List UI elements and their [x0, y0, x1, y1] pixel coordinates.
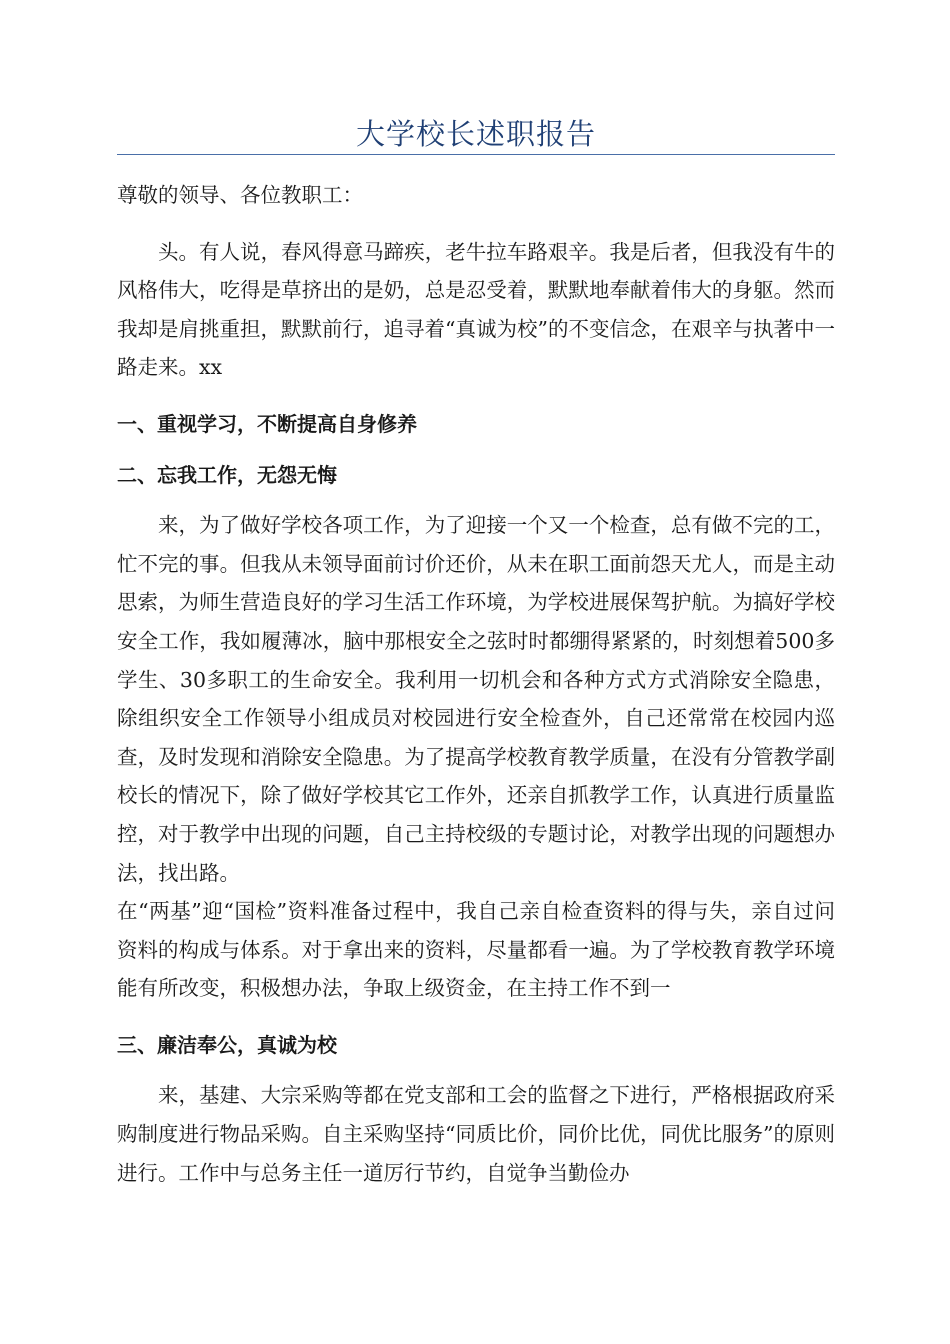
- section-2-paragraph-2: 在“两基”迎“国检”资料准备过程中，我自己亲自检查资料的得与失，亲自过问资料的构成与体系。对于拿出来的资料，尽量都看一遍。为了学校教育教学环境能有所改变，积极想办法，争取上级资金，在主持工作不到一: [117, 899, 835, 1001]
- title-underline: [117, 154, 835, 155]
- document-body: [117, 176, 835, 1192]
- section-2-paragraph-1: 来，为了做好学校各项工作，为了迎接一个又一个检查，总有做不完的工，忙不完的事。但我从未领导面前讨价还价，从未在职工面前怨天尤人，而是主动思索，为师生营造良好的学习生活工作环境，为学校进展保驾护航。为搞好学校安全工作，我如履薄冰，脑中那根安全之弦时时都绷得紧紧的，时刻想着500多学生、30多职工的生命安全。我利用一切机会和各种方式方式消除安全隐患，除组织安全工作领导小组成员对校园进行安全检查外，自己还常常在校园内巡查，及时发现和消除安全隐患。为了提高学校教育教学质量，在没有分管教学副校长的情况下，除了做好学校其它工作外，还亲自抓教学工作，认真进行质量监控，对于教学中出现的问题，自己主持校级的专题讨论，对教学出现的问题想办法，找出路。: [117, 513, 835, 885]
- section-heading-1: 一、重视学习，不断提高自身修养: [117, 411, 417, 436]
- section-3-paragraph-1: 来，基建、大宗采购等都在党支部和工会的监督之下进行，严格根据政府采购制度进行物品采购。自主采购坚持“同质比价，同价比优，同优比服务”的原则进行。工作中与总务主任一道厉行节约，自觉争当勤俭办: [117, 1083, 835, 1185]
- salutation: 尊敬的领导、各位教职工：: [117, 183, 363, 207]
- section-heading-2: 二、忘我工作，无怨无悔: [117, 462, 337, 487]
- section-heading-3: 三、廉洁奉公，真诚为校: [117, 1032, 337, 1057]
- document-title: 大学校长述职报告: [355, 117, 596, 151]
- intro-paragraph: 头。有人说，春风得意马蹄疾，老牛拉车路艰辛。我是后者，但我没有牛的风格伟大，吃得是草挤出的是奶，总是忍受着，默默地奉献着伟大的身躯。然而我却是肩挑重担，默默前行，追寻着“真诚为校”的不变信念，在艰辛与执著中一路走来。xx: [117, 239, 835, 380]
